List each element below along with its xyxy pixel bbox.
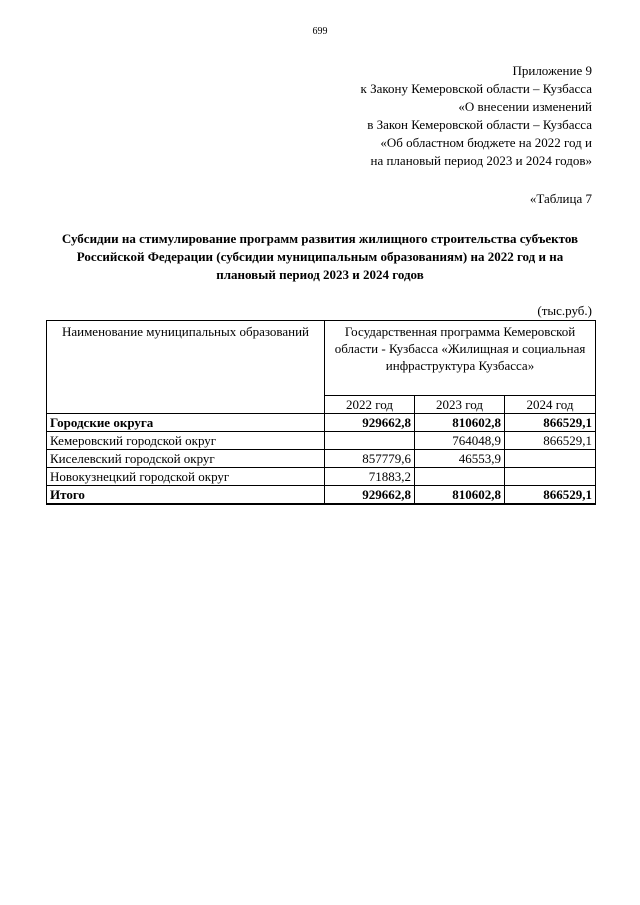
subsidies-table — [46, 320, 596, 505]
cell-2024: 866529,1 — [505, 432, 596, 450]
cell-2023 — [415, 468, 505, 486]
appendix-line: Приложение 9 — [512, 63, 592, 78]
header-year-2023: 2023 год — [415, 396, 505, 414]
header-year-2022: 2022 год — [325, 396, 415, 414]
document-title: Субсидии на стимулирование программ развития жилищного строительства субъектов Российской Федерации (субсидии муниципальным образованиям) на 2022 год и на плановый период 2023 и 2024 годов — [61, 231, 579, 282]
cell-2023: 810602,8 — [415, 414, 505, 432]
appendix-line: на плановый период 2023 и 2024 годов» — [370, 153, 592, 168]
row-name: Итого — [47, 486, 325, 505]
cell-2022 — [325, 432, 415, 450]
header-program: Государственная программа Кемеровской области - Кузбасса «Жилищная и социальная инфраструктура Кузбасса» — [325, 321, 596, 396]
cell-2024: 866529,1 — [505, 414, 596, 432]
page-number: 699 — [312, 26, 328, 37]
unit-label: (тыс.руб.) — [537, 303, 592, 318]
appendix-line: «Об областном бюджете на 2022 год и — [380, 135, 592, 150]
header-year-2024: 2024 год — [505, 396, 596, 414]
appendix-line: к Закону Кемеровской области – Кузбасса — [360, 81, 592, 96]
table-label: «Таблица 7 — [529, 191, 592, 206]
cell-2024: 866529,1 — [505, 486, 596, 505]
appendix-line: «О внесении изменений — [458, 99, 592, 114]
row-name: Кемеровский городской округ — [47, 432, 325, 450]
table-row — [47, 414, 596, 432]
appendix-header — [272, 62, 592, 170]
table-row — [47, 468, 596, 486]
cell-2023: 46553,9 — [415, 450, 505, 468]
table-row — [47, 450, 596, 468]
cell-2022: 71883,2 — [325, 468, 415, 486]
cell-2023: 764048,9 — [415, 432, 505, 450]
table-row-total — [47, 486, 596, 505]
cell-2022: 857779,6 — [325, 450, 415, 468]
row-name: Городские округа — [47, 414, 325, 432]
cell-2022: 929662,8 — [325, 486, 415, 505]
row-name: Киселевский городской округ — [47, 450, 325, 468]
table-row — [47, 432, 596, 450]
cell-2024 — [505, 450, 596, 468]
header-municipality: Наименование муниципальных образований — [47, 321, 325, 414]
cell-2022: 929662,8 — [325, 414, 415, 432]
appendix-line: в Закон Кемеровской области – Кузбасса — [367, 117, 592, 132]
row-name: Новокузнецкий городской округ — [47, 468, 325, 486]
cell-2023: 810602,8 — [415, 486, 505, 505]
cell-2024 — [505, 468, 596, 486]
